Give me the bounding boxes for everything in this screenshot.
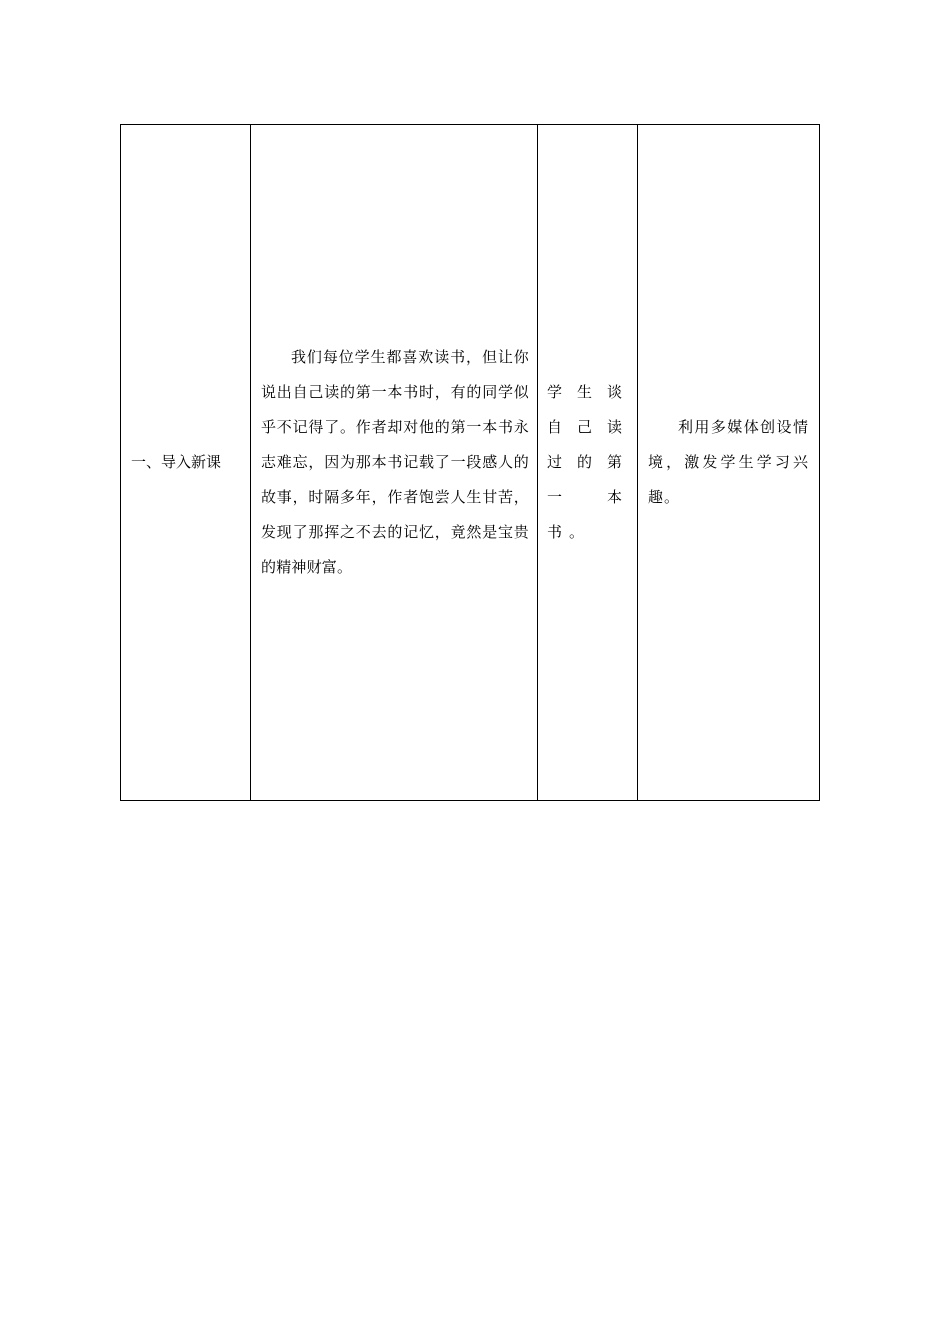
- stage-cell: [121, 125, 251, 801]
- teacher-activity-text: 我们每位学生都喜欢读书，但让你说出自己读的第一本书时，有的同学似乎不记得了。作者却对他的第一本书永志难忘，因为那本书记载了一段感人的故事，时隔多年，作者饱尝人生甘苦，发现了那挥之不去的记忆，竟然是宝贵的精神财富。: [261, 348, 529, 576]
- teacher-activity-cell: [251, 125, 538, 801]
- student-activity-cell: [538, 125, 638, 801]
- table-row: [121, 125, 820, 801]
- design-intent-text: 利用多媒体创设情境，激发学生学习兴趣。: [648, 418, 809, 506]
- student-activity-text: 学生谈自己读过的第一本书。: [547, 383, 629, 541]
- lesson-plan-table: [120, 124, 820, 801]
- design-intent-cell: [638, 125, 820, 801]
- stage-text: 一、导入新课: [131, 453, 222, 471]
